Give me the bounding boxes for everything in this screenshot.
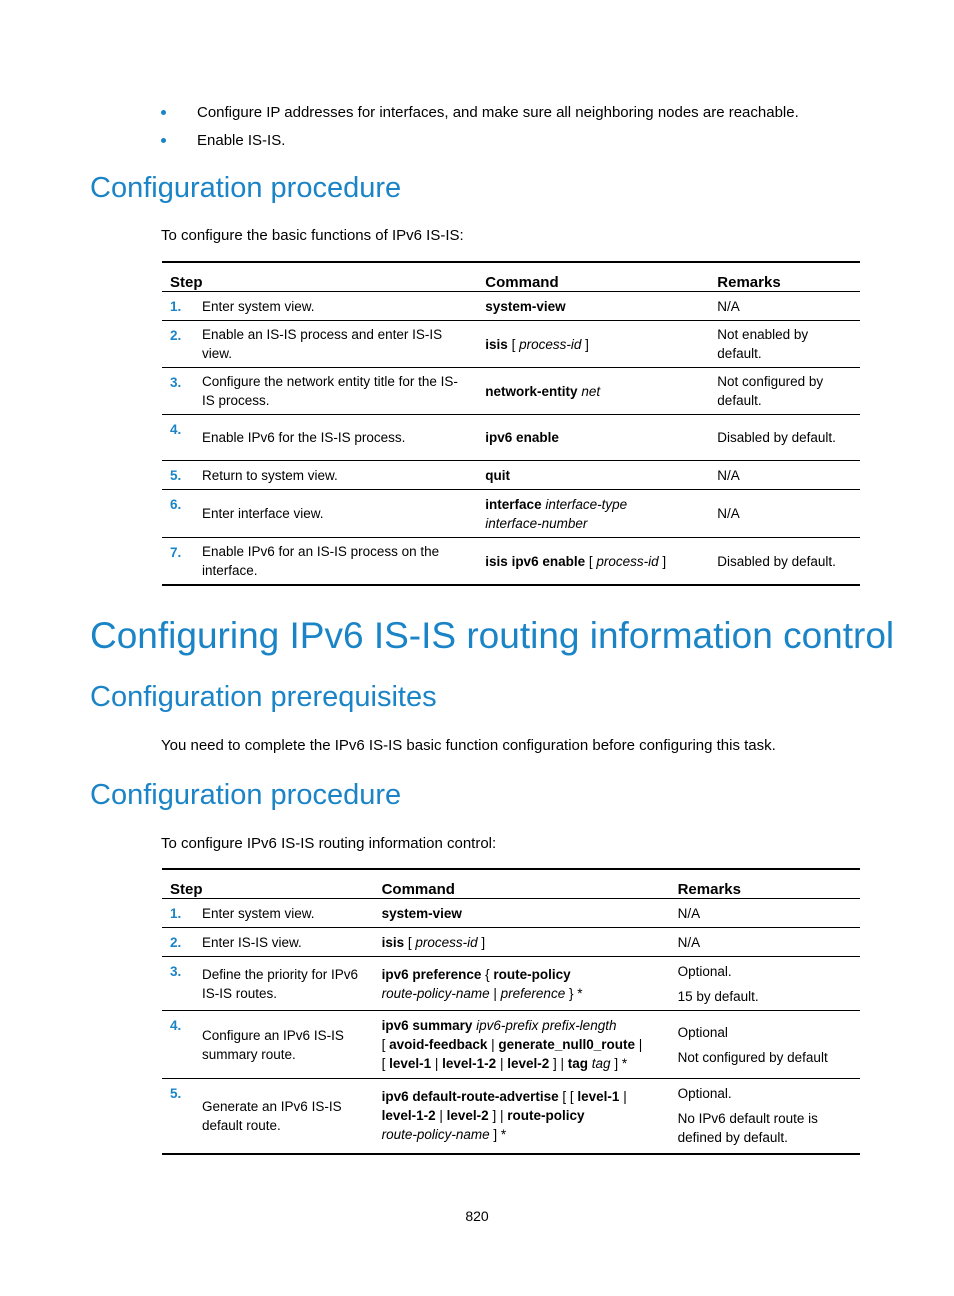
- command-argument: route-policy-name: [381, 985, 490, 1001]
- remarks: [709, 321, 860, 368]
- command-punctuation: |: [489, 985, 501, 1001]
- remark-line: Optional: [677, 1024, 728, 1040]
- remarks: [670, 957, 860, 1011]
- command-keyword: level-2: [446, 1108, 489, 1124]
- remark-line: Optional.: [677, 1086, 732, 1102]
- step-number: 1.: [162, 292, 194, 321]
- table-row: [162, 461, 860, 490]
- remarks: [670, 1011, 860, 1079]
- command-syntax: [477, 461, 709, 490]
- command-punctuation: |: [634, 1037, 643, 1052]
- command-punctuation: |: [619, 1089, 627, 1105]
- table-row: [162, 538, 860, 586]
- command-argument: process-id: [519, 336, 582, 352]
- step-description: Configure an IPv6 IS-IS summary route.: [194, 1011, 374, 1079]
- command-keyword: network-entity: [485, 383, 578, 399]
- step-description: Enable an IS-IS process and enter IS-IS view.: [194, 321, 477, 368]
- command-syntax: [374, 928, 670, 957]
- column-header-remarks: Remarks: [709, 262, 860, 292]
- command-argument: interface-type: [545, 496, 628, 512]
- table-row: [162, 928, 860, 957]
- command-punctuation: ] |: [488, 1108, 508, 1124]
- command-punctuation: |: [496, 1056, 508, 1071]
- command-punctuation: [: [404, 934, 416, 950]
- step-number: 3.: [162, 368, 194, 415]
- command-syntax: [477, 415, 709, 461]
- remark-line: N/A: [677, 905, 701, 921]
- step-description: Enter system view.: [194, 899, 374, 928]
- command-syntax: [374, 899, 670, 928]
- command-syntax: [374, 1011, 670, 1079]
- table-row: [162, 1079, 860, 1154]
- remarks: [709, 538, 860, 586]
- remarks: [709, 461, 860, 490]
- step-number: 1.: [162, 899, 194, 928]
- command-punctuation: {: [481, 966, 494, 982]
- remarks: [709, 415, 860, 461]
- command-keyword: generate_null0_route: [498, 1037, 635, 1052]
- command-punctuation: [: [381, 1037, 390, 1052]
- remark-line: N/A: [717, 467, 740, 483]
- remarks: [670, 1079, 860, 1154]
- command-keyword: system-view: [485, 298, 566, 314]
- command-punctuation: ]: [658, 553, 667, 569]
- command-syntax: [477, 368, 709, 415]
- command-keyword: isis: [381, 934, 405, 950]
- command-keyword: level-1-2: [381, 1108, 436, 1124]
- step-number: 5.: [162, 1079, 194, 1154]
- bullet-text: Enable IS-IS.: [197, 132, 286, 149]
- remark-line: Disabled by default.: [717, 553, 836, 569]
- command-argument: preference: [500, 985, 566, 1001]
- command-keyword: level-1: [389, 1056, 432, 1071]
- step-number: 4.: [162, 415, 194, 461]
- section-heading-prerequisites: Configuration prerequisites: [90, 681, 437, 713]
- command-argument: route-policy-name: [381, 1127, 490, 1143]
- command-keyword: isis: [485, 336, 508, 352]
- step-description: Define the priority for IPv6 IS-IS routes.: [194, 957, 374, 1011]
- command-keyword: system-view: [381, 905, 462, 921]
- table-row: [162, 1011, 860, 1079]
- table-row: [162, 957, 860, 1011]
- remark-line: Optional.: [677, 963, 732, 979]
- command-argument: process-id: [596, 553, 659, 569]
- chapter-title: Configuring IPv6 IS-IS routing information control: [90, 615, 895, 656]
- remark-line: Not enabled by default.: [717, 327, 809, 361]
- command-syntax: [374, 957, 670, 1011]
- section-intro: To configure the basic functions of IPv6 IS-IS:: [161, 227, 464, 244]
- bullet-item: [161, 127, 861, 155]
- command-syntax: [477, 321, 709, 368]
- section-intro: To configure IPv6 IS-IS routing information control:: [161, 835, 497, 852]
- remark-line: N/A: [717, 506, 740, 521]
- command-argument: process-id: [415, 934, 478, 950]
- command-keyword: ipv6 enable: [485, 430, 559, 445]
- command-keyword: quit: [485, 467, 511, 483]
- command-punctuation: ] *: [610, 1056, 628, 1071]
- command-keyword: level-1: [577, 1089, 620, 1105]
- step-description: Configure the network entity title for the IS-IS process.: [194, 368, 477, 415]
- command-keyword: route-policy: [493, 966, 571, 982]
- bullet-dot-icon: [161, 110, 166, 115]
- step-description: Enable IPv6 for an IS-IS process on the interface.: [194, 538, 477, 586]
- command-argument: ipv6-prefix prefix-length: [476, 1018, 617, 1033]
- step-description: Enable IPv6 for the IS-IS process.: [194, 415, 477, 461]
- command-syntax: [477, 490, 709, 538]
- bullet-item: [161, 99, 861, 127]
- command-syntax: [374, 1079, 670, 1154]
- step-description: Enter interface view.: [194, 490, 477, 538]
- column-header-step: Step: [162, 262, 477, 292]
- remarks: [709, 490, 860, 538]
- command-punctuation: [: [507, 336, 520, 352]
- table-row: [162, 490, 860, 538]
- step-number: 7.: [162, 538, 194, 586]
- command-keyword: isis ipv6 enable: [485, 553, 586, 569]
- step-description: Return to system view.: [194, 461, 477, 490]
- table-row: [162, 321, 860, 368]
- section-heading-procedure-1: Configuration procedure: [90, 172, 402, 204]
- command-argument: net: [581, 383, 601, 399]
- command-keyword: ipv6 preference: [381, 966, 482, 982]
- table-row: [162, 292, 860, 321]
- table-row: [162, 899, 860, 928]
- remark-line: Not configured by default.: [717, 374, 824, 408]
- command-keyword: level-2: [507, 1056, 550, 1071]
- remarks: [670, 899, 860, 928]
- command-argument: interface-number: [485, 515, 588, 531]
- remark-line: N/A: [677, 934, 701, 950]
- step-number: 3.: [162, 957, 194, 1011]
- command-punctuation: ]: [581, 336, 589, 352]
- column-header-command: Command: [374, 869, 670, 899]
- command-syntax: [477, 292, 709, 321]
- step-number: 2.: [162, 321, 194, 368]
- command-punctuation: [ [: [558, 1089, 578, 1105]
- table-row: [162, 368, 860, 415]
- column-header-remarks: Remarks: [670, 869, 860, 899]
- remark-line: Not configured by default: [677, 1049, 828, 1065]
- command-syntax: [477, 538, 709, 586]
- column-header-command: Command: [477, 262, 709, 292]
- remark-line: 15 by default.: [677, 988, 759, 1004]
- bullet-dot-icon: [161, 138, 166, 143]
- command-punctuation: [: [585, 553, 597, 569]
- command-argument: tag: [591, 1056, 611, 1071]
- command-punctuation: ] *: [489, 1127, 507, 1143]
- command-punctuation: ] |: [549, 1056, 568, 1071]
- command-keyword: avoid-feedback: [389, 1037, 488, 1052]
- bullet-text: Configure IP addresses for interfaces, and make sure all neighboring nodes are reachable.: [197, 104, 799, 121]
- command-keyword: ipv6 default-route-advertise: [381, 1089, 559, 1105]
- column-header-step: Step: [162, 869, 374, 899]
- command-punctuation: ]: [477, 934, 486, 950]
- step-number: 4.: [162, 1011, 194, 1079]
- step-number: 5.: [162, 461, 194, 490]
- step-description: Enter system view.: [194, 292, 477, 321]
- section-intro: You need to complete the IPv6 IS-IS basic function configuration before configuring this task.: [161, 737, 776, 754]
- command-punctuation: |: [487, 1037, 499, 1052]
- command-punctuation: |: [431, 1056, 443, 1071]
- step-description: Generate an IPv6 IS-IS default route.: [194, 1079, 374, 1154]
- command-keyword: ipv6 summary: [381, 1018, 473, 1033]
- command-punctuation: [: [381, 1056, 390, 1071]
- remarks: [709, 368, 860, 415]
- remarks: [709, 292, 860, 321]
- command-keyword: tag: [567, 1056, 589, 1071]
- remark-line: N/A: [717, 298, 740, 314]
- command-table-routing-control: [162, 868, 860, 1155]
- step-number: 6.: [162, 490, 194, 538]
- bullet-list: [161, 99, 861, 155]
- table-row: [162, 415, 860, 461]
- command-table-basic: [162, 261, 860, 586]
- command-keyword: interface: [485, 496, 542, 512]
- command-punctuation: } *: [565, 985, 583, 1001]
- remarks: [670, 928, 860, 957]
- command-keyword: route-policy: [507, 1108, 585, 1124]
- command-keyword: level-1-2: [442, 1056, 497, 1071]
- remark-line: Disabled by default.: [717, 430, 836, 445]
- section-heading-procedure-2: Configuration procedure: [90, 779, 402, 811]
- command-punctuation: |: [435, 1108, 447, 1124]
- step-number: 2.: [162, 928, 194, 957]
- remark-line: No IPv6 default route is defined by default.: [677, 1111, 818, 1146]
- step-description: Enter IS-IS view.: [194, 928, 374, 957]
- page-number: 820: [465, 1208, 489, 1224]
